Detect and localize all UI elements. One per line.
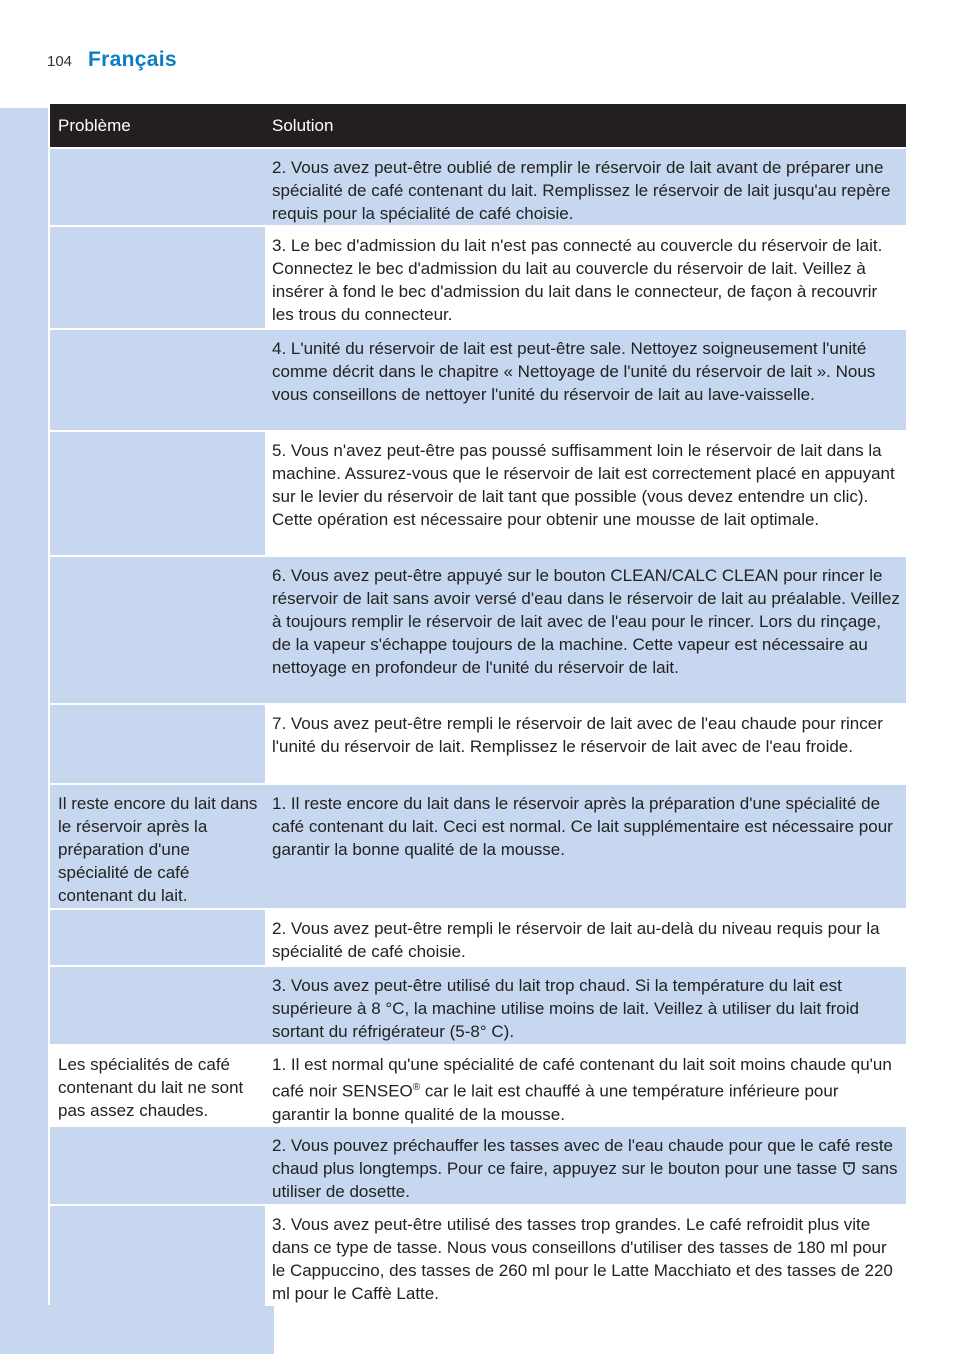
solution-cell (265, 1127, 906, 1204)
solution-cell: 1. Il reste encore du lait dans le réservoir après la préparation d'une spécialité de café contenant du lait. Ceci est normal. Ce lait supplémentaire est nécessaire pour garantir la bonne qualité de la mousse. (272, 794, 893, 859)
solution-cell (265, 1046, 906, 1125)
column-header-problem: Problème (58, 115, 131, 135)
bottom-color-band (48, 1305, 274, 1354)
page-header (47, 48, 177, 74)
solution-cell: 3. Vous avez peut-être utilisé du lait trop chaud. Si la température du lait est supérieure à 8 °C, la machine utilise moins de lait. Veillez à utiliser du lait froid sortant du réfrigérateur (5-8° C). (272, 976, 859, 1041)
problem-cell: Il reste encore du lait dans le réservoir après la préparation d'une spécialité de café contenant du lait. (58, 794, 258, 905)
problem-cell (50, 432, 265, 555)
table-row (50, 328, 906, 430)
page-number: 104 (47, 53, 73, 70)
solution-text: sans utiliser de dosette. (272, 1159, 898, 1201)
table-row (50, 965, 906, 1044)
table-row (50, 703, 906, 783)
solution-text: 1. Il est normal qu'une spécialité de café contenant du lait soit moins chaude qu'un café noir SENSEO (272, 1055, 892, 1101)
solution-cell: 5. Vous n'avez peut-être pas poussé suffisamment loin le réservoir de lait dans la machine. Assurez-vous que le réservoir de lait est correctement placé en appuyant sur le levier du réservoir de lait tant que possible (vous devez entendre un clic). Cette opération est nécessaire pour obtenir une mousse de lait optimale. (272, 441, 895, 529)
table-row (50, 1044, 906, 1125)
problem-cell (50, 227, 265, 328)
table-row (50, 1204, 906, 1306)
table-row (50, 908, 906, 965)
table-row (50, 147, 906, 225)
table-row (50, 783, 906, 908)
solution-text: car le lait est chauffé à une température inférieure pour garantir la bonne qualité de la mousse. (272, 1081, 839, 1124)
solution-cell: 4. L'unité du réservoir de lait est peut-être sale. Nettoyez soigneusement l'unité comme décrit dans le chapitre « Nettoyage de l'unité du réservoir de lait ». Nous vous conseillons de nettoyer l'unité du réservoir de lait au lave-vaisselle. (272, 339, 876, 404)
solution-cell: 2. Vous avez peut-être oublié de remplir le réservoir de lait avant de préparer une spécialité de café contenant du lait. Remplissez le réservoir de lait jusqu'au repère requis pour la spécialité de café choisie. (272, 158, 891, 223)
problem-cell (50, 1206, 265, 1306)
problem-cell (50, 1127, 265, 1204)
problem-cell (50, 705, 265, 783)
solution-cell: 3. Le bec d'admission du lait n'est pas connecté au couvercle du réservoir de lait. Connectez le bec d'admission du lait au couvercle du réservoir de lait. Veillez à insérer à fond le bec d'admission du lait dans le connecteur, de façon à recouvrir les trous du connecteur. (272, 236, 883, 324)
page-language-title: Français (88, 48, 177, 71)
one-cup-icon (842, 1159, 857, 1174)
problem-cell (50, 910, 265, 965)
table-header-row (50, 104, 906, 147)
problem-cell: Les spécialités de café contenant du lait ne sont pas assez chaudes. (50, 1046, 265, 1125)
column-header-solution: Solution (272, 115, 334, 135)
solution-cell: 6. Vous avez peut-être appuyé sur le bouton CLEAN/CALC CLEAN pour rincer le réservoir de lait sans avoir versé d'eau dans le réservoir de lait au préalable. Veillez à toujours remplir le réservoir de lait avec de l'eau pour le rincer. Lors du rinçage, de la vapeur s'échappe toujours de la machine. Cette vapeur est nécessaire au nettoyage en profondeur de l'unité du réservoir de lait. (272, 566, 900, 677)
solution-text: 2. Vous pouvez préchauffer les tasses avec de l'eau chaude pour que le café reste chaud plus longtemps. Pour ce faire, appuyez sur le bouton pour une tasse (272, 1136, 894, 1178)
table-row (50, 555, 906, 703)
problem-cell (50, 149, 265, 225)
side-color-band (0, 108, 48, 1354)
solution-cell: 3. Vous avez peut-être utilisé des tasses trop grandes. Le café refroidit plus vite dans ce type de tasse. Nous vous conseillons d'utiliser des tasses de 180 ml pour le Cappuccino, des tasses de 260 ml pour le Latte Macchiato et des tasses de 220 ml pour le Caffè Latte. (272, 1215, 893, 1303)
table-row (50, 1125, 906, 1204)
table-row (50, 430, 906, 555)
solution-cell: 7. Vous avez peut-être rempli le réservoir de lait avec de l'eau chaude pour rincer l'unité du réservoir de lait. Remplissez le réservoir de lait avec de l'eau froide. (272, 714, 883, 756)
registered-mark: ® (412, 1082, 421, 1093)
problem-cell (50, 557, 265, 703)
solution-cell: 2. Vous avez peut-être rempli le réservoir de lait au-delà du niveau requis pour la spécialité de café choisie. (272, 919, 880, 961)
problem-cell (50, 967, 265, 1044)
troubleshooting-table (50, 104, 906, 1306)
table-row (50, 225, 906, 328)
problem-cell (50, 330, 265, 430)
